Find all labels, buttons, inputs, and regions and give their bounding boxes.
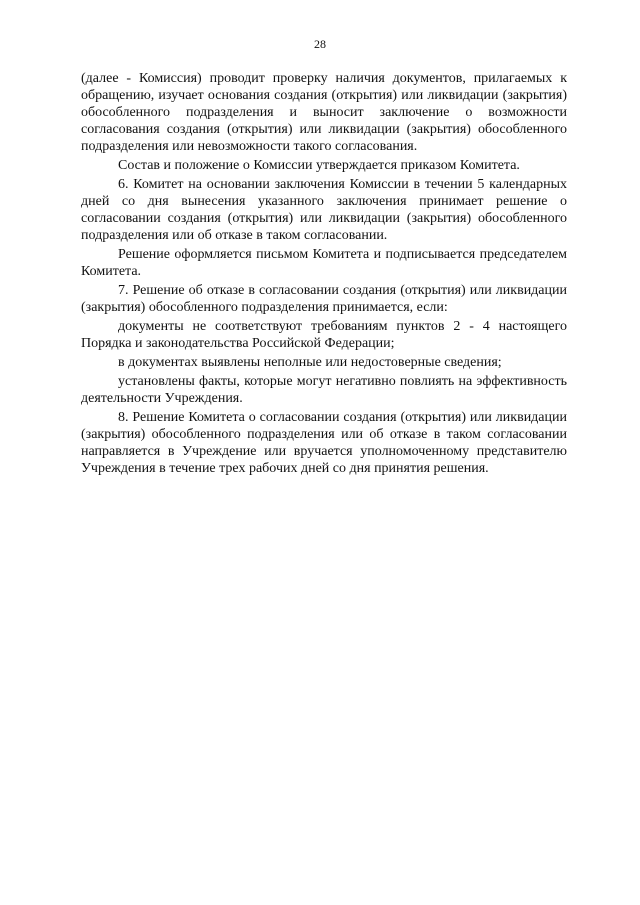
paragraph-item-7: 7. Решение об отказе в согласовании создания (открытия) или ликвидации (закрытия) обособленного подразделения принимается, если: bbox=[81, 283, 567, 315]
page-number: 28 bbox=[314, 37, 326, 51]
paragraph-refusal-reason-incomplete: в документах выявлены неполные или недостоверные сведения; bbox=[118, 355, 502, 370]
paragraph-commission-review: (далее - Комиссия) проводит проверку наличия документов, прилагаемых к обращению, изучает основания создания (открытия) или ликвидации (закрытия) обособленного подразделения и выносит заключение о возможности согласования создания (открытия) или ликвидации (закрытия) обособленного подразделения или невозможности такого согласования. bbox=[81, 71, 567, 154]
paragraph-item-6: 6. Комитет на основании заключения Комиссии в течении 5 календарных дней со дня вынесения указанного заключения принимает решение о согласовании создания (открытия) или ликвидации (закрытия) обособленного подразделения или об отказе в таком согласовании. bbox=[81, 177, 567, 243]
paragraph-decision-format: Решение оформляется письмом Комитета и подписывается председателем Комитета. bbox=[81, 247, 567, 279]
paragraph-refusal-reason-efficiency: установлены факты, которые могут негативно повлиять на эффективность деятельности Учреждения. bbox=[81, 374, 567, 406]
paragraph-refusal-reason-documents: документы не соответствуют требованиям пунктов 2 - 4 настоящего Порядка и законодательства Российской Федерации; bbox=[81, 319, 567, 351]
document-body bbox=[81, 70, 567, 479]
paragraph-item-8: 8. Решение Комитета о согласовании создания (открытия) или ликвидации (закрытия) обособленного подразделения или об отказе в таком согласовании направляется в Учреждение или вручается уполномоченному представителю Учреждения в течение трех рабочих дней со дня принятия решения. bbox=[81, 410, 567, 476]
paragraph-commission-composition: Состав и положение о Комиссии утверждается приказом Комитета. bbox=[118, 158, 520, 173]
